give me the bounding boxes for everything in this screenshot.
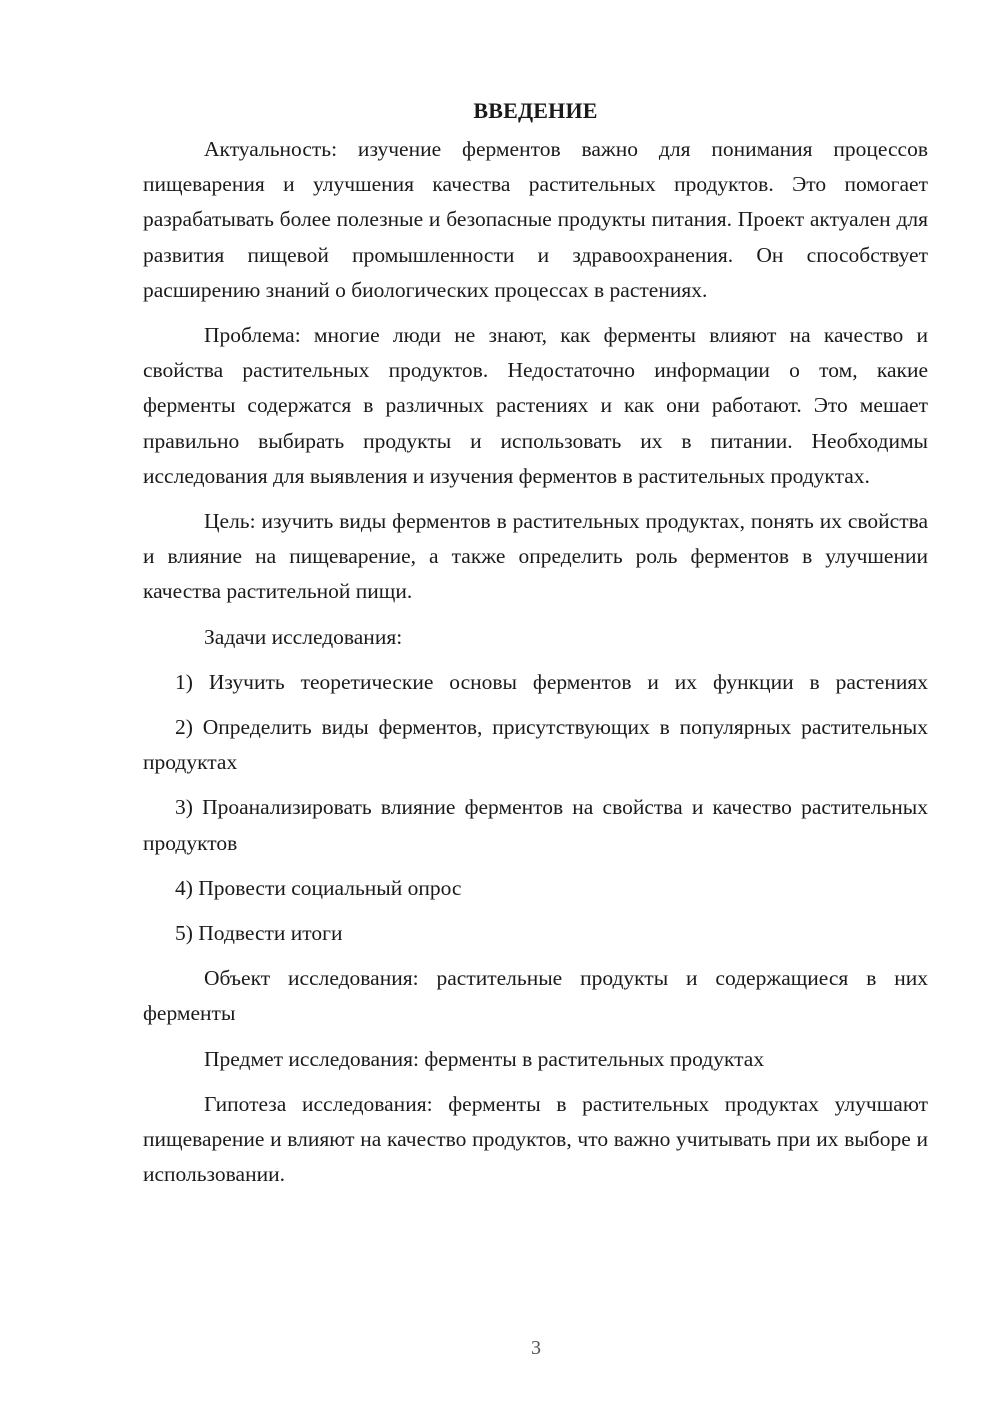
goal-paragraph: Цель: изучить виды ферментов в растительных продуктах, понять их свойства и влияние на пищеварение, а также определить роль ферментов в улучшении качества растительной пищи. [143,509,928,604]
section-title: ВВЕДЕНИЕ [473,98,598,123]
hypothesis-paragraph: Гипотеза исследования: ферменты в растительных продуктах улучшают пищеварение и влияют на качество продуктов, что важно учитывать при их выборе и использовании. [143,1091,928,1187]
task-item: 5) Подвести итоги [175,921,343,946]
task-item: 4) Провести социальный опрос [175,875,462,900]
tasks-heading: Задачи исследования: [204,624,403,649]
relevance-paragraph: Актуальность: изучение ферментов важно для понимания процессов пищеварения и улучшения качества растительных продуктов. Это помогает разрабатывать более полезные и безопасные продукты питания. Проект актуален для развития пищевой промышленности и здравоохранения. Он способствует расширению знаний о биологических процессах в растениях. [143,137,928,302]
task-item: 2) Определить виды ферментов, присутствующих в популярных растительных продуктах [143,715,928,775]
object-paragraph: Объект исследования: растительные продукты и содержащиеся в них ферменты [143,966,928,1026]
task-item: 1) Изучить теоретические основы ферментов и их функции в растениях [175,669,928,694]
task-item: 3) Проанализировать влияние ферментов на свойства и качество растительных продуктов [143,795,928,855]
subject-paragraph: Предмет исследования: ферменты в растительных продуктах [204,1046,765,1071]
problem-paragraph: Проблема: многие люди не знают, как ферменты влияют на качество и свойства растительных продуктов. Недостаточно информации о том, какие ферменты содержатся в различных растениях и как они работают. Это мешает правильно выбирать продукты и использовать их в питании. Необходимы исследования для выявления и изучения ферментов в растительных продуктах. [143,323,928,488]
page-content [143,96,928,1202]
page-number: 3 [531,1337,541,1359]
